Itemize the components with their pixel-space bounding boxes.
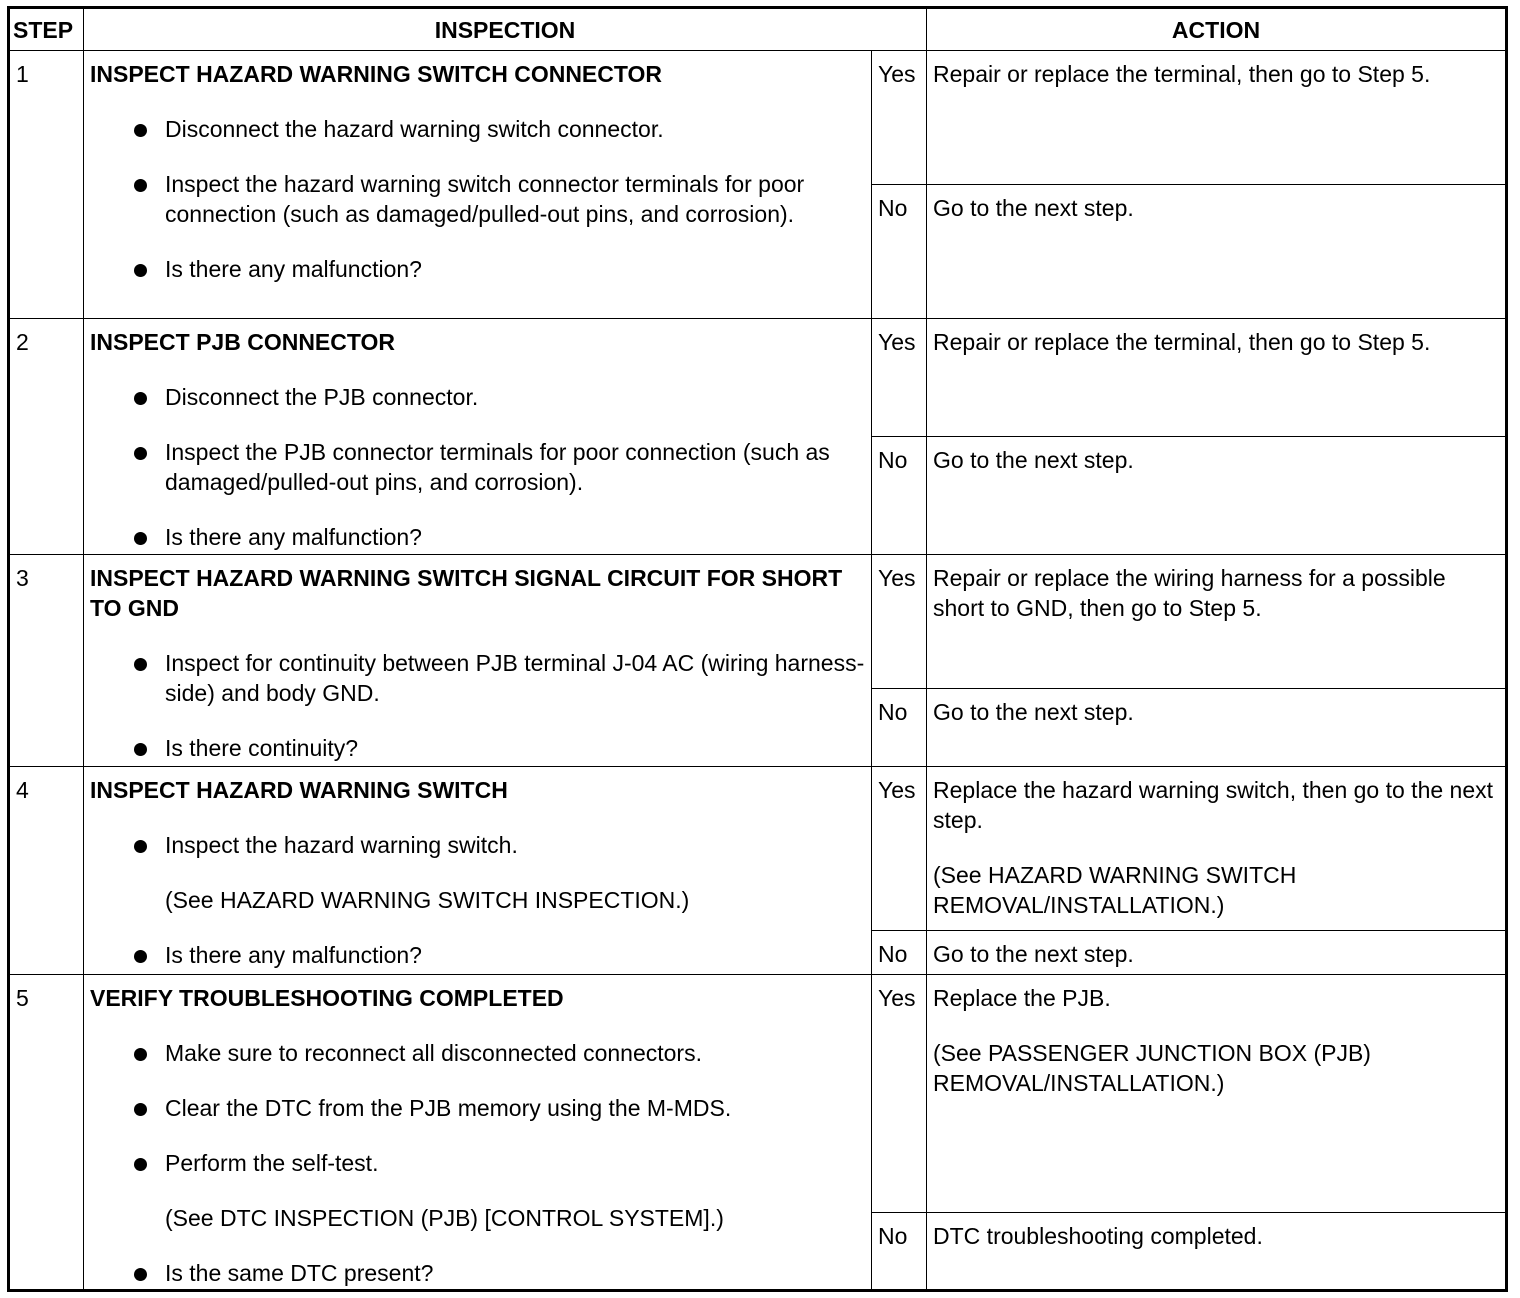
- inspection-item: Is the same DTC present?: [90, 1258, 865, 1288]
- step-title: INSPECT HAZARD WARNING SWITCH SIGNAL CIRCUIT FOR SHORT TO GND: [90, 565, 843, 621]
- troubleshooting-table: [7, 6, 1508, 1292]
- yes-label: Yes: [872, 319, 927, 437]
- action-text: Repair or replace the terminal, then go to Step 5.: [933, 61, 1431, 87]
- inspection-note: (See DTC INSPECTION (PJB) [CONTROL SYSTEM].): [165, 1205, 724, 1231]
- inspection-list: [90, 114, 865, 284]
- inspection-item: Is there any malfunction?: [90, 940, 865, 970]
- yes-action: [927, 319, 1507, 437]
- no-label: No: [872, 1213, 927, 1291]
- step-2-yes-row: [9, 319, 1507, 437]
- step-title: VERIFY TROUBLESHOOTING COMPLETED: [90, 985, 564, 1011]
- yes-action: [927, 975, 1507, 1213]
- inspection-list: [90, 648, 865, 763]
- inspection-item: Make sure to reconnect all disconnected connectors.: [90, 1038, 865, 1068]
- step-5-yes-row: [9, 975, 1507, 1213]
- no-action: Go to the next step.: [927, 931, 1507, 975]
- inspection-item: Inspect the hazard warning switch.: [90, 830, 865, 860]
- yes-action: [927, 51, 1507, 185]
- action-text: Replace the hazard warning switch, then go to the next step.: [933, 777, 1494, 833]
- no-action: Go to the next step.: [927, 689, 1507, 767]
- action-note: (See PASSENGER JUNCTION BOX (PJB) REMOVAL/INSTALLATION.): [933, 1040, 1371, 1096]
- inspection-item: Clear the DTC from the PJB memory using the M-MDS.: [90, 1093, 865, 1123]
- inspection-item: Is there any malfunction?: [90, 522, 865, 552]
- no-label: No: [872, 931, 927, 975]
- step-title: INSPECT PJB CONNECTOR: [90, 329, 396, 355]
- no-action: Go to the next step.: [927, 185, 1507, 319]
- no-label: No: [872, 437, 927, 555]
- no-label: No: [872, 185, 927, 319]
- no-action: DTC troubleshooting completed.: [927, 1213, 1507, 1291]
- action-text: Repair or replace the wiring harness for a possible short to GND, then go to Step 5.: [933, 565, 1446, 621]
- inspection-item: Disconnect the hazard warning switch connector.: [90, 114, 865, 144]
- inspection-item: Disconnect the PJB connector.: [90, 382, 865, 412]
- inspection-header: INSPECTION: [84, 8, 927, 51]
- action-header: ACTION: [927, 8, 1507, 51]
- yes-action: [927, 767, 1507, 931]
- step-title: INSPECT HAZARD WARNING SWITCH: [90, 777, 508, 803]
- no-action: Go to the next step.: [927, 437, 1507, 555]
- action-note: (See HAZARD WARNING SWITCH REMOVAL/INSTALLATION.): [933, 862, 1297, 918]
- step-3-yes-row: [9, 555, 1507, 689]
- inspection-list: [90, 382, 865, 552]
- inspection-cell: [84, 555, 872, 767]
- step-4-yes-row: [9, 767, 1507, 931]
- inspection-item: Inspect for continuity between PJB terminal J-04 AC (wiring harness-side) and body GND.: [90, 648, 865, 708]
- inspection-item: Inspect the hazard warning switch connector terminals for poor connection (such as damaged/pulled-out pins, and corrosion).: [90, 169, 865, 229]
- no-label: No: [872, 689, 927, 767]
- yes-label: Yes: [872, 767, 927, 931]
- yes-action: [927, 555, 1507, 689]
- inspection-note: (See HAZARD WARNING SWITCH INSPECTION.): [165, 887, 690, 913]
- step-title: INSPECT HAZARD WARNING SWITCH CONNECTOR: [90, 61, 663, 87]
- step-1-yes-row: [9, 51, 1507, 185]
- header-row: [9, 8, 1507, 51]
- step-number: 2: [9, 319, 84, 555]
- inspection-cell: [84, 51, 872, 319]
- inspection-item: Inspect the PJB connector terminals for poor connection (such as damaged/pulled-out pins, and corrosion).: [90, 437, 865, 497]
- yes-label: Yes: [872, 975, 927, 1213]
- inspection-item: Is there any malfunction?: [90, 254, 865, 284]
- step-number: 5: [9, 975, 84, 1291]
- step-number: 3: [9, 555, 84, 767]
- step-header: STEP: [9, 8, 84, 51]
- action-text: Repair or replace the terminal, then go to Step 5.: [933, 329, 1431, 355]
- yes-label: Yes: [872, 51, 927, 185]
- inspection-list: [90, 1038, 865, 1288]
- inspection-item: Is there continuity?: [90, 733, 865, 763]
- inspection-cell: [84, 319, 872, 555]
- yes-label: Yes: [872, 555, 927, 689]
- inspection-cell: [84, 767, 872, 975]
- action-text: Replace the PJB.: [933, 985, 1111, 1011]
- step-number: 1: [9, 51, 84, 319]
- inspection-item: Perform the self-test.: [90, 1148, 865, 1178]
- step-number: 4: [9, 767, 84, 975]
- inspection-cell: [84, 975, 872, 1291]
- inspection-list: [90, 830, 865, 970]
